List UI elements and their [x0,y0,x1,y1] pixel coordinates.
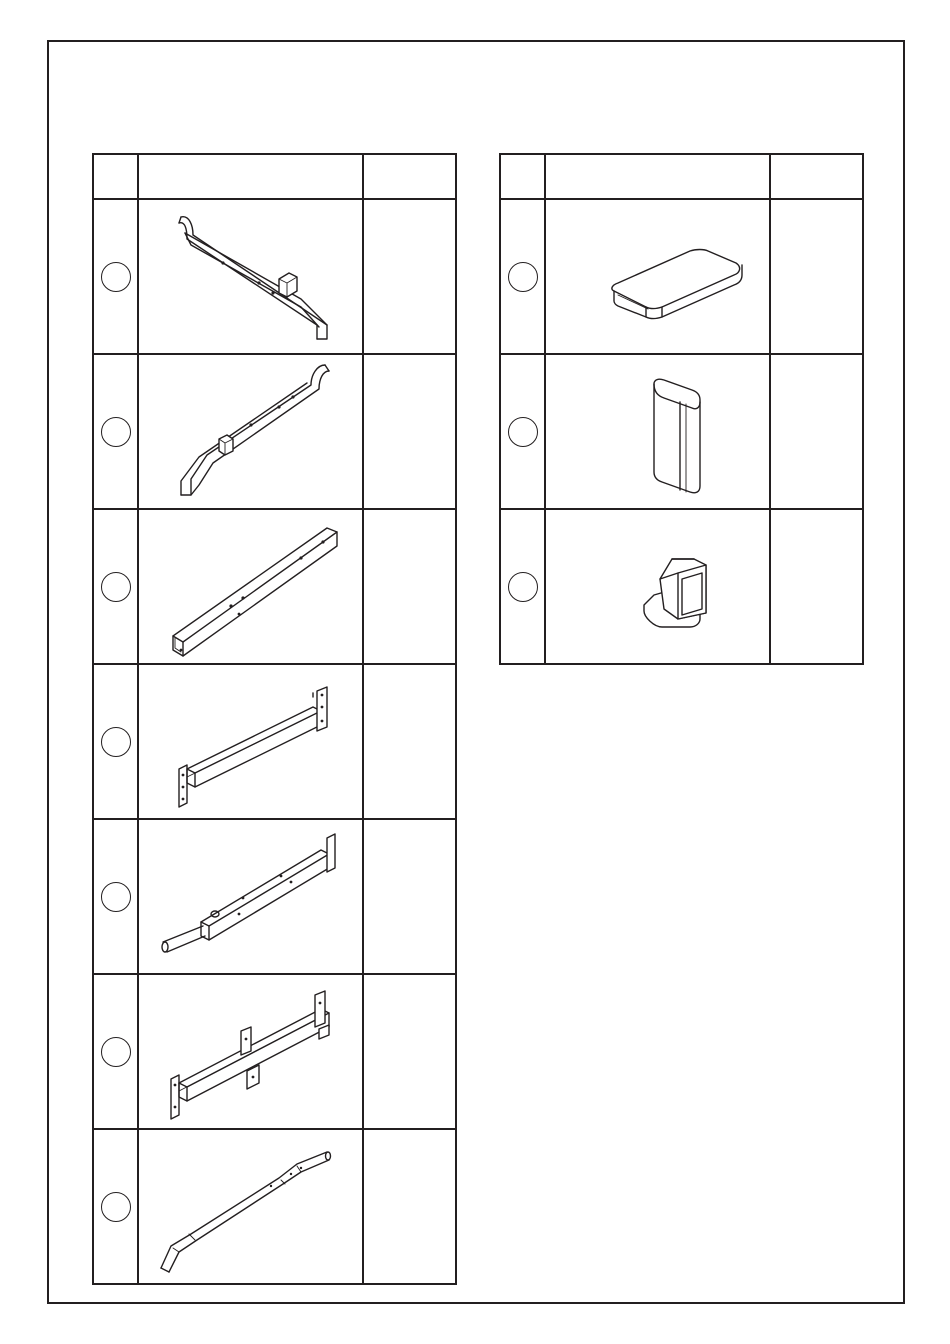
header-no [93,154,138,199]
table-row [93,819,456,974]
table-row [500,199,863,354]
header-qty [363,154,456,199]
part-number-circle [101,882,131,912]
crossbar-with-brackets-icon [151,979,351,1124]
table-header [93,154,456,199]
bent-rod-icon [151,1134,351,1279]
part-number-circle [101,417,131,447]
part-qty [363,1129,456,1284]
part-qty [770,199,863,354]
table-row [93,974,456,1129]
table-row [500,509,863,664]
part-qty [363,354,456,509]
table-row [93,664,456,819]
part-qty [363,199,456,354]
part-number-circle [101,572,131,602]
table-row [93,509,456,664]
back-pad-icon [558,362,758,502]
table-header [500,154,863,199]
square-tube-icon [151,514,351,659]
part-number-circle [101,262,131,292]
table-row [93,354,456,509]
page-title [70,70,880,110]
table-row [93,1129,456,1284]
part-qty [363,509,456,664]
crossbar-with-plates-icon [151,669,351,814]
part-qty [770,354,863,509]
seat-pad-icon [558,207,758,347]
header-qty [770,154,863,199]
part-number-circle [101,1192,131,1222]
header-part [138,154,363,199]
part-number-circle [508,572,538,602]
part-number-circle [101,1037,131,1067]
part-number-circle [508,262,538,292]
part-number-circle [101,727,131,757]
part-number-circle [508,417,538,447]
parts-table-left [92,153,457,1285]
table-row [500,354,863,509]
table-row [93,199,456,354]
header-part [545,154,770,199]
parts-table-right [499,153,864,665]
frame-tube-with-handle-icon [151,207,351,347]
end-cap-icon [558,517,758,657]
header-no [500,154,545,199]
part-qty [770,509,863,664]
part-qty [363,664,456,819]
frame-tube-with-handle-mirrored-icon [151,359,351,504]
part-qty [363,974,456,1129]
crossbar-with-rod-icon [151,824,351,969]
part-qty [363,819,456,974]
